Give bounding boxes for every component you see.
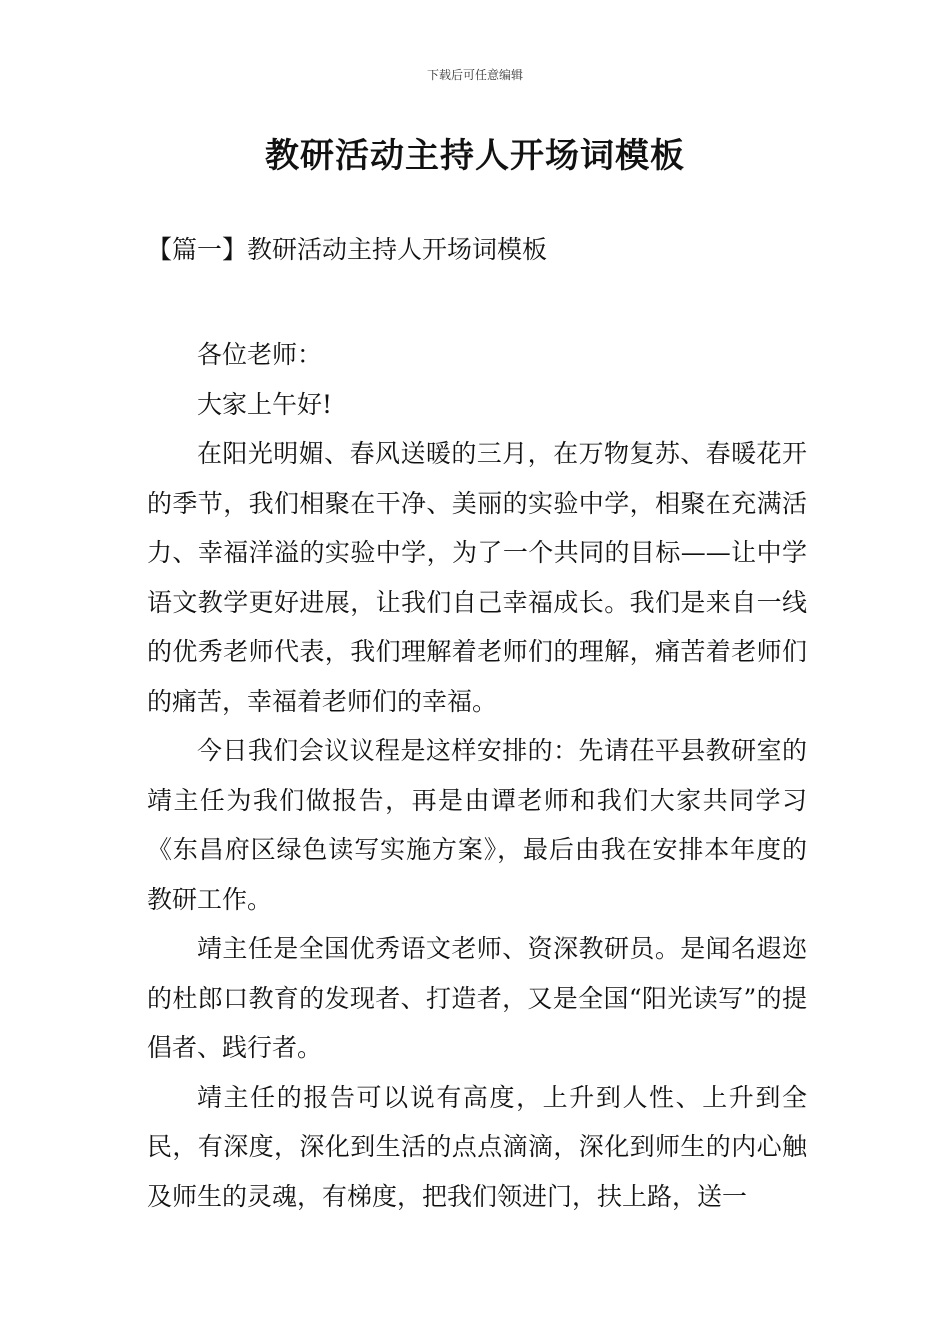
section-heading: 【篇一】教研活动主持人开场词模板: [147, 235, 548, 264]
document-body: [147, 330, 807, 1221]
paragraph-intro: 在阳光明媚、春风送暖的三月，在万物复苏、春暖花开的季节，我们相聚在干净、美丽的实验中学，相聚在充满活力、幸福洋溢的实验中学，为了一个共同的目标——让中学语文教学更好进展，让我们自己幸福成长。我们是来自一线的优秀老师代表，我们理解着老师们的理解，痛苦着老师们的痛苦，幸福着老师们的幸福。: [147, 439, 807, 716]
paragraph-greeting: 各位老师：: [197, 340, 323, 369]
paragraph-speaker-intro: 靖主任是全国优秀语文老师、资深教研员。是闻名遐迩的杜郎口教育的发现者、打造者，又是全国“阳光读写”的提倡者、践行者。: [147, 934, 807, 1062]
header-note: 下载后可任意编辑: [426, 68, 523, 82]
paragraph-report-praise: 靖主任的报告可以说有高度，上升到人性、上升到全民，有深度，深化到生活的点点滴滴，深化到师生的内心触及师生的灵魂，有梯度，把我们领进门，扶上路，送一: [147, 1082, 807, 1211]
paragraph-salutation: 大家上午好!: [197, 389, 333, 419]
paragraph-agenda: 今日我们会议议程是这样安排的：先请茌平县教研室的靖主任为我们做报告，再是由谭老师和我们大家共同学习《东昌府区绿色读写实施方案》，最后由我在安排本年度的教研工作。: [147, 736, 807, 914]
document-title: 教研活动主持人开场词模板: [265, 136, 685, 176]
